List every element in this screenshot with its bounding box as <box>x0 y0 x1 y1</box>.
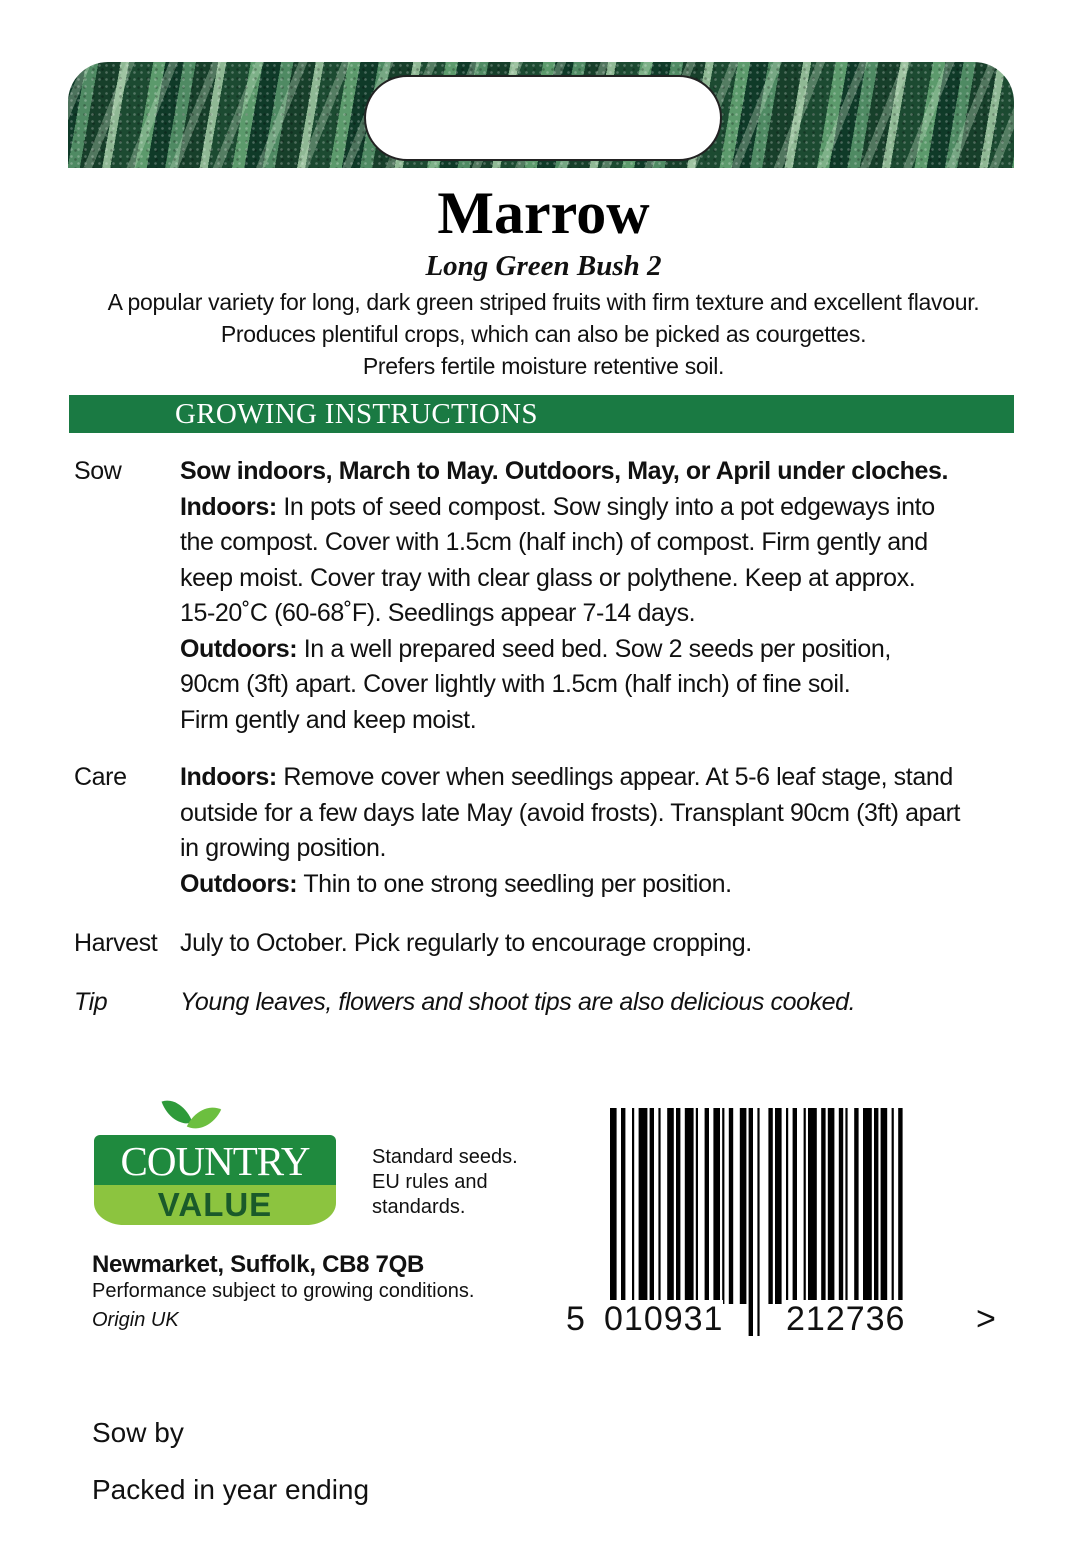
barcode-bar <box>729 1108 733 1304</box>
sow-body <box>180 454 1030 738</box>
care-indoors-text: outside for a few days late May (avoid frosts). Transplant 90cm (3ft) apart <box>180 798 961 827</box>
origin-note: Origin UK <box>92 1309 179 1331</box>
harvest-text: July to October. Pick regularly to encourage cropping. <box>180 929 752 957</box>
barcode-bar <box>793 1108 797 1304</box>
barcode-bar <box>775 1108 782 1304</box>
sow-indoors-text: In pots of seed compost. Sow singly into a pot edgeways into <box>276 492 935 521</box>
performance-note: Performance subject to growing conditions. <box>92 1280 475 1302</box>
description-line: A popular variety for long, dark green striped fruits with firm texture and excellent flavour. <box>107 289 980 315</box>
barcode-bar <box>757 1108 759 1336</box>
leaf-icon <box>187 1099 221 1136</box>
tip-label: Tip <box>74 988 108 1016</box>
section-title: GROWING INSTRUCTIONS <box>175 398 538 430</box>
care-indoors-text: Remove cover when seedlings appear. At 5-6 leaf stage, stand <box>276 763 953 791</box>
barcode-bar <box>650 1108 654 1304</box>
packed-year-label: Packed in year ending <box>92 1474 370 1505</box>
care-label: Care <box>74 763 127 791</box>
sow-indoors-text: the compost. Cover with 1.5cm (half inch) of compost. Firm gently and <box>180 528 928 556</box>
standards-note <box>372 1145 518 1220</box>
sow-label: Sow <box>74 457 122 485</box>
description-line: Prefers fertile moisture retentive soil. <box>362 353 725 379</box>
barcode-bar <box>639 1108 648 1304</box>
barcode-bar <box>705 1108 709 1304</box>
indoors-label: Indoors: <box>180 763 277 791</box>
barcode-bar <box>632 1108 634 1304</box>
standards-line: EU rules and <box>372 1171 488 1193</box>
barcode-bar <box>667 1108 674 1304</box>
care-body <box>180 760 1030 902</box>
barcode-bar <box>713 1108 720 1304</box>
barcode-bar <box>874 1108 878 1304</box>
barcode-bar <box>863 1108 872 1304</box>
harvest-label: Harvest <box>74 929 158 957</box>
care-outdoors-text: Thin to one strong seedling per position. <box>297 869 732 898</box>
outdoors-label: Outdoors: <box>180 634 298 663</box>
barcode-bar <box>854 1108 858 1304</box>
barcode-bar <box>839 1108 843 1304</box>
barcode-bar <box>685 1108 694 1304</box>
barcode-bar <box>740 1108 747 1304</box>
barcode-bar <box>845 1108 847 1304</box>
sow-indoors-text: 15-20˚C (60-68˚F). Seedlings appear 7-14 days. <box>180 599 696 627</box>
variety-name: Long Green Bush 2 <box>425 250 662 282</box>
standards-line: standards. <box>372 1196 466 1218</box>
country-value-logo <box>94 1095 336 1225</box>
sow-outdoors-text: In a well prepared seed bed. Sow 2 seeds per position, <box>297 634 891 663</box>
sow-outdoors-text: Firm gently and keep moist. <box>180 705 477 734</box>
barcode-end-mark: > <box>976 1300 997 1338</box>
tip-text: Young leaves, flowers and shoot tips are also delicious cooked. <box>180 988 856 1016</box>
care-indoors-text: in growing position. <box>180 834 387 862</box>
sow-indoors-text: keep moist. Cover tray with clear glass or polythene. Keep at approx. <box>180 563 916 592</box>
product-title: Marrow <box>437 180 650 246</box>
barcode-right-group: 212736 <box>786 1300 906 1338</box>
growing-instructions-bar <box>69 395 1014 433</box>
barcode-bar <box>676 1108 680 1304</box>
barcode-bar <box>821 1108 825 1304</box>
barcode-bar <box>658 1108 660 1304</box>
barcode-bar <box>808 1108 817 1304</box>
sow-outdoors-text: 90cm (3ft) apart. Cover lightly with 1.5cm (half inch) of fine soil. <box>180 670 851 698</box>
company-address: Newmarket, Suffolk, CB8 7QB <box>92 1251 424 1278</box>
barcode-bar <box>881 1108 888 1304</box>
logo-line1: COUNTRY <box>120 1138 310 1184</box>
sow-headline: Sow indoors, March to May. Outdoors, May, or April under cloches. <box>180 457 949 485</box>
barcode-bar <box>786 1108 788 1304</box>
outdoors-label: Outdoors: <box>180 869 298 898</box>
barcode-first-digit: 5 <box>566 1300 586 1338</box>
standards-line: Standard seeds. <box>372 1146 518 1168</box>
product-description <box>30 286 1057 382</box>
barcode-left-group: 010931 <box>604 1300 724 1338</box>
logo-line2: VALUE <box>157 1186 273 1223</box>
indoors-label: Indoors: <box>180 492 277 521</box>
barcode-bar <box>768 1108 772 1304</box>
barcode-bar <box>696 1108 698 1304</box>
barcode-bar <box>722 1108 724 1304</box>
barcode-bar <box>804 1108 806 1304</box>
sow-by-label: Sow by <box>92 1417 184 1448</box>
barcode-bar <box>749 1108 753 1336</box>
description-line: Produces plentiful crops, which can also be picked as courgettes. <box>220 321 867 347</box>
hang-hole <box>364 75 722 161</box>
barcode-bar <box>828 1108 835 1304</box>
